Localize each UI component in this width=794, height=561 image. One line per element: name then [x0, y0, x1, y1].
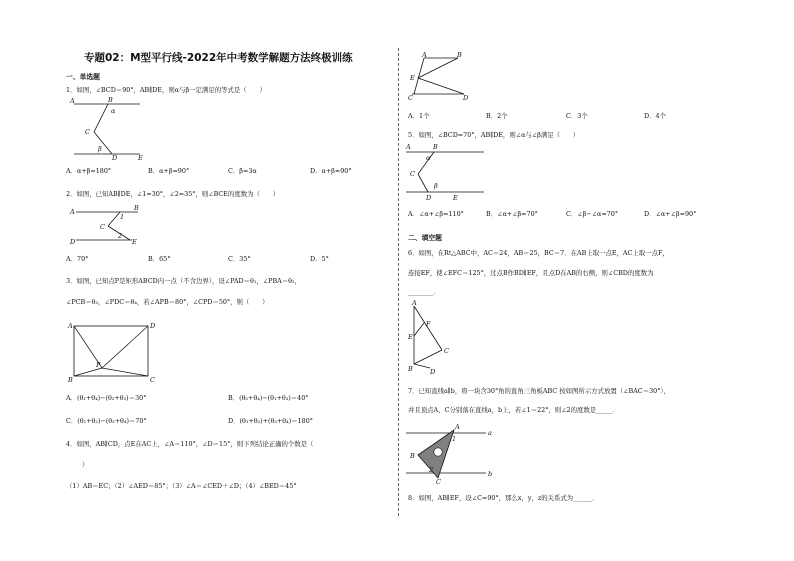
section-choice: 一、单选题: [66, 73, 100, 81]
q4-option-a: A．1个: [408, 112, 430, 120]
fig5-label-d: D: [426, 194, 432, 202]
fig7-label-a-line: a: [488, 429, 492, 437]
fig2-label-1: 1: [120, 213, 125, 221]
fig2-label-2: 2: [118, 232, 123, 240]
fig3-label-b: B: [68, 376, 73, 384]
right-column: [404, 0, 734, 561]
q5-figure: [404, 140, 494, 206]
q5-option-b: B．∠α+∠β=70°: [486, 210, 538, 218]
q6-line2: 连接EF，使∠EFC＝125°，过点B作BD∥EF，且点D在AB的右侧，则∠CBD的度数为: [408, 269, 654, 277]
q1-option-c: C．β=3α: [228, 167, 257, 175]
fig1-label-b: B: [108, 96, 113, 104]
fig7-label-1: 1: [452, 435, 457, 443]
q4-option-c: C．3个: [566, 112, 588, 120]
q4-option-b: B．2个: [486, 112, 508, 120]
q7-line1: 7．已知直线a∥b，将一块含30°角的直角三角板ABC 按如图所示方式放置（∠BAC＝30°），: [408, 387, 670, 395]
fig1-label-c: C: [85, 128, 90, 136]
fig5-label-b: B: [433, 143, 438, 151]
q7-figure: [404, 418, 504, 484]
q2-figure: [62, 200, 152, 250]
fig5-label-beta: β: [434, 182, 438, 190]
q1-figure: [62, 96, 152, 162]
fig5-label-a: A: [406, 143, 411, 151]
q5-option-d: D．∠α+∠β=90°: [644, 210, 697, 218]
fig4-label-d: D: [463, 94, 469, 102]
q4-line3: （1）AB＝EC；（2）∠AED＝85°；（3）∠A＝∠CED＋∠D；（4）∠BED＝45°: [66, 482, 297, 490]
q2-option-a: A．70°: [66, 255, 89, 263]
q4-option-d: D．4个: [644, 112, 666, 120]
fig2-label-d: D: [70, 238, 76, 246]
q4-line2: ）: [82, 461, 89, 469]
q8-stem: 8．如图，AB∥EF，设∠C=90°，那么x，y，z的关系式为______．: [408, 494, 599, 502]
q2-option-c: C．35°: [228, 255, 251, 263]
fig1-label-e: E: [138, 154, 143, 162]
fig7-label-b: B: [410, 452, 415, 460]
left-column: [62, 0, 394, 561]
fig3-label-c: C: [150, 376, 155, 384]
fig7-label-2: 2: [429, 466, 434, 474]
q2-option-d: D．5°: [310, 255, 329, 263]
q1-option-b: B．α+β=90°: [148, 167, 190, 175]
q5-option-c: C．∠β−∠α=70°: [566, 210, 619, 218]
fig5-label-alpha: α: [426, 154, 431, 162]
q3-line2: ∠PCB＝θ₃，∠PDC＝θ₄，若∠APB＝80°，∠CPD＝50°，则（ ）: [66, 298, 269, 306]
fig2-label-e: E: [132, 238, 137, 246]
q7-line2: 并且顶点A，C分别落在直线a，b上，若∠1＝22°，则∠2的度数是_____．: [408, 406, 619, 414]
section-fill: 二、填空题: [408, 234, 442, 242]
fig6-label-a: A: [412, 299, 417, 307]
column-divider: [398, 48, 399, 516]
fig4-label-c: C: [408, 94, 413, 102]
q6-line1: 6．如图，在Rt△ABC中，AC＝24，AB＝25，BC＝7．在AB上取一点E，AC上取一点F，: [408, 249, 669, 257]
fig3-label-p: P: [96, 361, 101, 369]
page-title: 专题02：M型平行线-2022年中考数学解题方法终极训练: [84, 52, 353, 64]
q2-stem: 2．如图，已知AB∥DE，∠1=30°，∠2=35°，则∠BCE的度数为（ ）: [66, 190, 280, 198]
fig3-label-d: D: [150, 322, 156, 330]
fig1-label-a: A: [70, 97, 75, 105]
q3-option-b: B．(θ₂+θ₄)−(θ₁+θ₃)＝40°: [228, 394, 309, 402]
fig4-label-b: B: [457, 51, 462, 59]
q1-option-a: A．α+β=180°: [66, 167, 112, 175]
fig1-label-d: D: [112, 154, 118, 162]
fig5-label-e: E: [453, 194, 458, 202]
q3-option-c: C．(θ₁+θ₂)−(θ₃+θ₄)＝70°: [66, 417, 147, 425]
fig2-label-c: C: [100, 223, 105, 231]
q6-line3: ________．: [408, 288, 440, 296]
q1-stem: 1．如图，∠BCD＝90°，AB∥DE，则α与β一定满足的等式是（ ）: [66, 86, 266, 94]
fig1-label-beta: β: [98, 145, 102, 153]
q6-figure: [404, 298, 464, 378]
q4-figure: [404, 50, 484, 100]
q2-option-b: B．65°: [148, 255, 171, 263]
fig2-label-b: B: [134, 204, 139, 212]
fig7-label-c: C: [436, 478, 441, 486]
fig5-label-c: C: [410, 170, 415, 178]
fig6-label-e: E: [408, 333, 413, 341]
fig7-label-b-line: b: [488, 470, 493, 478]
q5-stem: 5．如图，∠BCD=70°，AB∥DE，则∠α与∠β满足（ ）: [408, 131, 580, 139]
fig6-label-b: B: [408, 365, 413, 373]
fig4-label-a: A: [422, 51, 427, 59]
fig6-label-d: D: [430, 368, 436, 376]
fig3-label-a: A: [68, 322, 73, 330]
fig7-label-a: A: [455, 423, 460, 431]
fig6-label-f: F: [426, 320, 431, 328]
q5-option-a: A．∠α+∠β=110°: [408, 210, 464, 218]
fig6-label-c: C: [444, 347, 449, 355]
q3-option-a: A．(θ₁+θ₄)−(θ₂+θ₃)＝30°: [66, 394, 147, 402]
q4-line1: 4．如图，AB∥CD，点E在AC上，∠A＝110°，∠D＝15°，则下列结论正确的个数是（: [66, 440, 314, 448]
fig2-label-a: A: [70, 208, 75, 216]
fig1-label-alpha: α: [111, 107, 116, 115]
q1-option-d: D．α+β=90°: [310, 167, 352, 175]
q3-figure: [62, 318, 162, 384]
q3-option-d: D．(θ₁+θ₂)+(θ₃+θ₄)＝180°: [228, 417, 313, 425]
q3-line1: 3．如图，已知点P是矩形ABCD内一点（不含边界），设∠PAD＝θ₁，∠PBA＝θ₂，: [66, 277, 301, 285]
fig4-label-e: E: [410, 74, 415, 82]
